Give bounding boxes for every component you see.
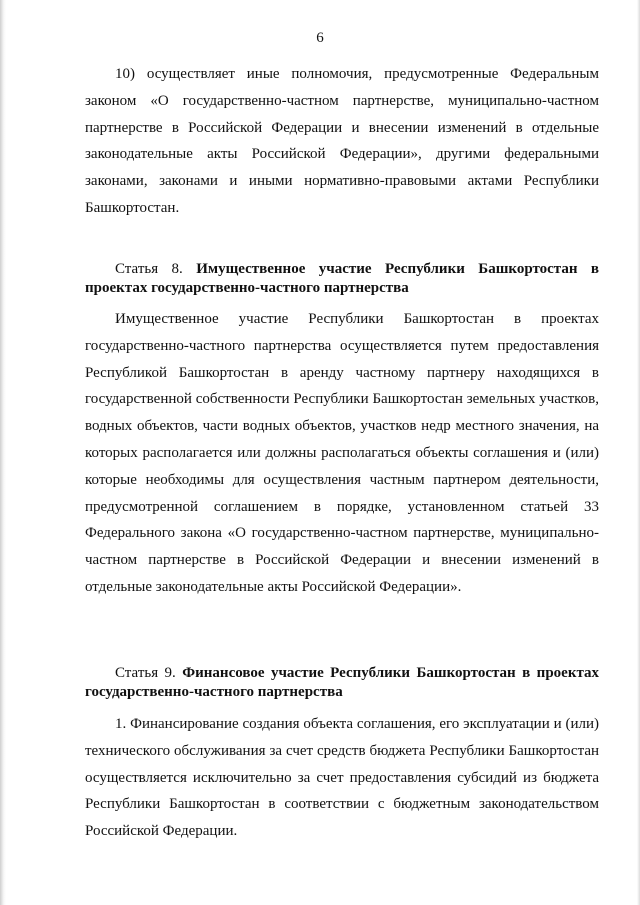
paragraph-item-10: 10) осуществляет иные полномочия, предусмотренные Федеральным законом «О государственно-частном партнерстве, муниципально-частном партнерстве в Российской Федерации и внесении изменений в отдельные законодательные акты Российской Федерации», другими федеральными законами, законами и иными нормативно-правовыми актами Республики Башкортостан. xyxy=(85,66,599,216)
article-9-heading xyxy=(85,664,599,701)
article-8-paragraph: Имущественное участие Республики Башкортостан в проектах государственно-частного партнерства осуществляется путем предоставления Республикой Башкортостан в аренду частному партнеру находящихся в государственной собственности Республики Башкортостан земельных участков, водных объектов, части водных объектов, участков недр местного значения, на которых располагается или должны располагаться объекты соглашения и (или) которые необходимы для осуществления частным партнером деятельности, предусмотренной соглашением в порядке, установленном статьей 33 Федерального закона «О государственно-частном партнерстве, муниципально-частном партнерстве в Российской Федерации и внесении изменений в отдельные законодательные акты Российской Федерации». xyxy=(85,311,599,595)
article-8-label: Статья 8. xyxy=(115,261,183,277)
article-9-title: Финансовое участие Республики Башкортостан в проектах государственно-частного партнерства xyxy=(85,665,600,700)
article-8-heading xyxy=(85,260,599,297)
article-8-title: Имущественное участие Республики Башкортостан в проектах государственно-частного партнерства xyxy=(85,261,600,296)
scan-left-edge xyxy=(0,0,6,905)
page-number: 6 xyxy=(316,30,324,46)
article-9-paragraph: 1. Финансирование создания объекта соглашения, его эксплуатации и (или) технического обслуживания за счет средств бюджета Республики Башкортостан осуществляется исключительно за счет предоставления субсидий из бюджета Республики Башкортостан в соответствии с бюджетным законодательством Российской Федерации. xyxy=(85,716,599,840)
article-9-label: Статья 9. xyxy=(115,665,176,681)
